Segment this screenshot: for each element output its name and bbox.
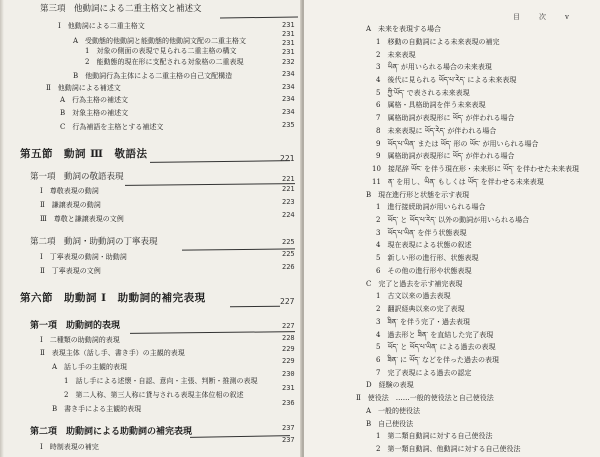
toc-entry: 9 ཡོད་པ་ཡིན་ または ཡོད་ 形の ཡོང་ が用いられる場合 bbox=[376, 139, 539, 148]
right-page-tail bbox=[304, 426, 600, 457]
page-number: 231 bbox=[282, 384, 295, 392]
page-number: 235 bbox=[282, 121, 295, 129]
toc-entry: B 書き手による主観的表現 bbox=[52, 405, 142, 413]
toc-entry: 2 ཡོད་ と ཡོད་པ་རེད་ 以外の動詞が用いられる場合 bbox=[376, 215, 530, 224]
toc-entry: B 他動詞行為主体による二重主格の自己文配構造 bbox=[73, 72, 233, 80]
page-number: 231 bbox=[282, 21, 295, 29]
page-number: 224 bbox=[282, 211, 295, 219]
right-page bbox=[304, 0, 600, 457]
page-number: 231 bbox=[282, 30, 295, 38]
toc-entry: 7 属格助詞が表現形に ཡོད་ が伴われる場合 bbox=[376, 114, 515, 123]
page-number: 229 bbox=[282, 345, 295, 353]
toc-entry: Ⅰ 二種類の助動詞的表現 bbox=[40, 336, 120, 344]
toc-entry: 1 話し手による述懐・自認、意向・主張、判断・推測の表現 bbox=[64, 377, 258, 385]
page-number: 234 bbox=[282, 70, 295, 78]
page-number: 221 bbox=[282, 175, 295, 183]
toc-entry: 2 第二人称、第三人称に貸与される表現主体位相の叙述 bbox=[64, 391, 244, 399]
page-number: 237 bbox=[282, 424, 295, 432]
toc-entry: A 一般的使役法 bbox=[366, 406, 421, 415]
toc-entry: 4 後代に見られる ཡོད་པ་རེད་ による未来表現 bbox=[376, 75, 517, 84]
toc-heading-subsection: 第二項 動詞・助動詞の丁寧表現 bbox=[30, 237, 158, 247]
toc-entry: 2 能動態的現在形に支配される対象格の二重表現 bbox=[85, 58, 244, 66]
page-number: 225 bbox=[282, 238, 295, 246]
page-number: 231 bbox=[282, 39, 295, 47]
toc-entry: Ⅱ 使役法 ……一般的使役法と自己使役法 bbox=[356, 394, 494, 403]
toc-entry: Ⅰ 丁寧表現の動詞・助動詞 bbox=[40, 253, 127, 261]
heading-rule bbox=[220, 16, 298, 18]
heading-rule bbox=[150, 160, 290, 163]
toc-heading-subsection: 第一項 助動詞的表現 bbox=[30, 321, 121, 331]
toc-entry: A 受動態的他動詞と能動態的他動詞文配の二重主格文 bbox=[73, 37, 247, 45]
heading-rule bbox=[130, 331, 295, 334]
toc-entry: 2 翻訳経典以来の完了表現 bbox=[376, 305, 465, 313]
toc-entry: 6 その他の進行形や状態表現 bbox=[376, 266, 472, 275]
page-number: 229 bbox=[282, 357, 295, 365]
toc-entry: 2 第一類自動詞、他動詞に対する自己使役法 bbox=[376, 445, 521, 453]
toc-entry: Ⅱ 表現主体（話し手、書き手）の主観的表現 bbox=[40, 349, 185, 357]
toc-entry: 1 移動の自動詞による未来表現の補完 bbox=[376, 37, 500, 46]
toc-entry: 8 未来表現に ཡོད་རེད་ が伴われる場合 bbox=[376, 126, 497, 135]
toc-entry: 6 属格・具格助詞を伴う未来表現 bbox=[376, 101, 486, 110]
heading-rule bbox=[182, 248, 295, 250]
toc-entry: 11 ན་ を用し、ཡིན་ もしくは ཡོད་ を伴わせる未来表現 bbox=[372, 177, 544, 186]
page-number: 228 bbox=[282, 334, 295, 342]
page-number: 236 bbox=[282, 399, 295, 407]
page-edge-shadow bbox=[0, 0, 4, 457]
page-number: 230 bbox=[282, 370, 295, 378]
page-number: 223 bbox=[282, 198, 295, 206]
toc-entry: 1 対象の側面の表現で見られる二重主格の構文 bbox=[85, 47, 237, 55]
toc-entry: A 話し手の主観的表現 bbox=[52, 363, 128, 371]
toc-heading-section: 第六節 助動詞 Ⅰ 助動詞的補完表現 bbox=[20, 292, 206, 304]
heading-rule bbox=[230, 306, 280, 308]
toc-entry: C 行為補語を主格とする補述文 bbox=[60, 123, 164, 131]
toc-entry: 3 ཟིན་ を伴う完了・過去表現 bbox=[376, 317, 471, 326]
page-number: 231 bbox=[282, 48, 295, 56]
toc-heading-subsection: 第二項 助動詞による助動詞の補完表現 bbox=[30, 427, 193, 437]
page-number: 232 bbox=[282, 58, 295, 66]
toc-entry: 3 ཡོད་པ་ཡིན་ を伴う状態表現 bbox=[376, 228, 467, 237]
toc-entry: Ⅰ 尊敬表現の動詞 bbox=[40, 187, 99, 195]
toc-entry: Ⅲ 尊敬と謙譲表現の文例 bbox=[40, 215, 124, 223]
toc-entry: B 現在進行形と状態を示す表現 bbox=[366, 190, 470, 199]
toc-entry: 4 現在表現による状態の叙述 bbox=[376, 241, 472, 250]
page-number: 227 bbox=[280, 297, 295, 306]
toc-entry: B 自己使役法 bbox=[366, 419, 414, 428]
page-number: 225 bbox=[282, 250, 295, 258]
toc-heading-subsection: 第一項 動詞の敬語表現 bbox=[30, 172, 124, 182]
heading-rule bbox=[125, 183, 295, 186]
page-number: 227 bbox=[282, 322, 295, 330]
toc-entry: 7 完了表現による過去の認定 bbox=[376, 368, 472, 377]
toc-entry: A 行為主格の補述文 bbox=[60, 96, 129, 104]
toc-heading-subsection: 第三項 他動詞による二重主格文と補述文 bbox=[40, 4, 202, 14]
toc-entry: A 未来を表現する場合 bbox=[366, 25, 442, 33]
page-number: 226 bbox=[282, 263, 295, 271]
toc-entry: D 経験の表現 bbox=[366, 381, 414, 390]
page-number: 234 bbox=[282, 95, 295, 103]
page-number: 234 bbox=[282, 83, 295, 91]
toc-entry: Ⅰ 他動詞による二重主格文 bbox=[58, 22, 145, 30]
toc-entry: Ⅱ 丁寧表現の文例 bbox=[40, 267, 101, 275]
toc-entry: 1 第二類自動詞に対する自己使役法 bbox=[376, 432, 493, 441]
toc-heading-section: 第五節 動詞 Ⅲ 敬語法 bbox=[20, 148, 148, 160]
page-number: 221 bbox=[282, 185, 295, 193]
toc-entry: Ⅱ 他動詞による補述文 bbox=[46, 84, 121, 92]
toc-entry: 5 ཀྱི་ཡོད་ で表される未来表現 bbox=[376, 88, 470, 97]
running-head: 目 次 ⅴ bbox=[513, 13, 575, 21]
toc-entry: 2 未来表現 bbox=[376, 50, 416, 59]
toc-entry: C 完了と過去を示す補完表現 bbox=[366, 279, 463, 288]
toc-entry: B 対象主格の補述文 bbox=[60, 109, 129, 117]
toc-entry: Ⅱ 謙譲表現の動詞 bbox=[40, 201, 101, 209]
toc-entry: 1 進行接続助詞が用いられる場合 bbox=[376, 203, 486, 212]
toc-entry: 10 接尾辞 ཡོང་ を伴う現在形・未来形に ཡོད་ を伴わせた未来表現 bbox=[372, 165, 579, 173]
page-number: 234 bbox=[282, 108, 295, 116]
toc-entry: 5 新しい形の進行形、状態表現 bbox=[376, 254, 479, 263]
toc-entry: 9 属格助詞が表現形に ཡོད་ が伴われる場合 bbox=[376, 152, 515, 161]
toc-entry: 5 ཡོད་ と ཡོད་པ་ཡིན་ による過去の表現 bbox=[376, 343, 496, 352]
page-number: 221 bbox=[280, 154, 295, 163]
heading-rule bbox=[190, 435, 290, 438]
page-number: 237 bbox=[282, 436, 295, 444]
toc-entry: 3 ཡིན་ が用いられる場合の未来表現 bbox=[376, 63, 492, 72]
toc-entry: Ⅰ 時制表現の補完 bbox=[40, 443, 99, 451]
toc-entry: 4 過去形と ཟིན་ を直結した完了表現 bbox=[376, 330, 494, 339]
toc-entry: 6 ཟིན་ に ཡོད་ などを伴った過去の表現 bbox=[376, 355, 500, 364]
toc-entry: 1 古文以来の過去表現 bbox=[376, 292, 451, 301]
